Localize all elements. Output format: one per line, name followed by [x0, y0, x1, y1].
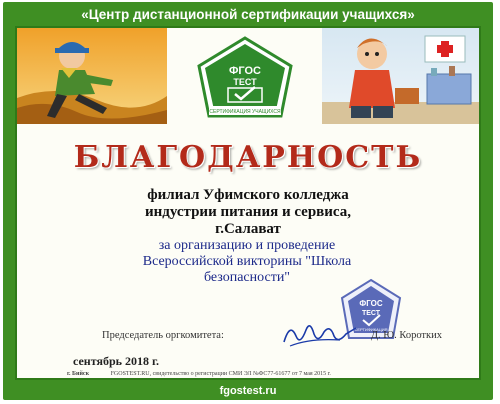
scout-boy-image: [17, 28, 167, 124]
header-title: «Центр дистанционной сертификации учащихся»: [81, 7, 415, 22]
logo-bottom-line1: ФГОС: [359, 299, 383, 308]
signature-label: Председатель оргкомитета:: [102, 330, 224, 341]
fgos-test-logo: [195, 36, 295, 118]
logo-top-caption: СЕРТИФИКАЦИЯ УЧАЩИХСЯ: [209, 109, 281, 115]
signature-row: [102, 326, 472, 348]
first-aid-boy-image: [322, 28, 479, 124]
certificate-title: БЛАГОДАРНОСТЬ: [73, 140, 423, 175]
reason-line-3: безопасности": [203, 270, 291, 285]
registration-text: FGOSTEST.RU, свидетельство о регистрации СМИ ЭЛ №ФС77-61677 от 7 мая 2015 г.: [110, 371, 331, 377]
logo-top-line2: ТЕСТ: [233, 77, 257, 87]
recipient-line-3: г.Салават: [215, 221, 281, 237]
issue-date: сентябрь 2018 г.: [73, 354, 160, 368]
logo-bottom-caption: СЕРТИФИКАЦИЯ: [354, 327, 388, 332]
recipient-block: [17, 187, 479, 238]
registration-line: [67, 371, 467, 377]
reason-line-1: за организацию и проведение: [158, 238, 336, 253]
recipient-line-1: филиал Уфимского колледжа: [147, 187, 349, 203]
city: г. Бийск: [67, 371, 90, 377]
handwritten-signature: [280, 316, 360, 352]
footer-site[interactable]: fgostest.ru: [219, 385, 277, 397]
logo-top-line1: ФГОС: [229, 65, 261, 77]
recipient-line-2: индустрии питания и сервиса,: [144, 204, 352, 220]
signatory-name: Д. Ю. Коротких: [370, 330, 442, 341]
reason-line-2: Всероссийской викторины "Школа: [142, 254, 352, 269]
certificate-body: [15, 26, 481, 380]
logo-bottom-line2: ТЕСТ: [361, 310, 381, 317]
